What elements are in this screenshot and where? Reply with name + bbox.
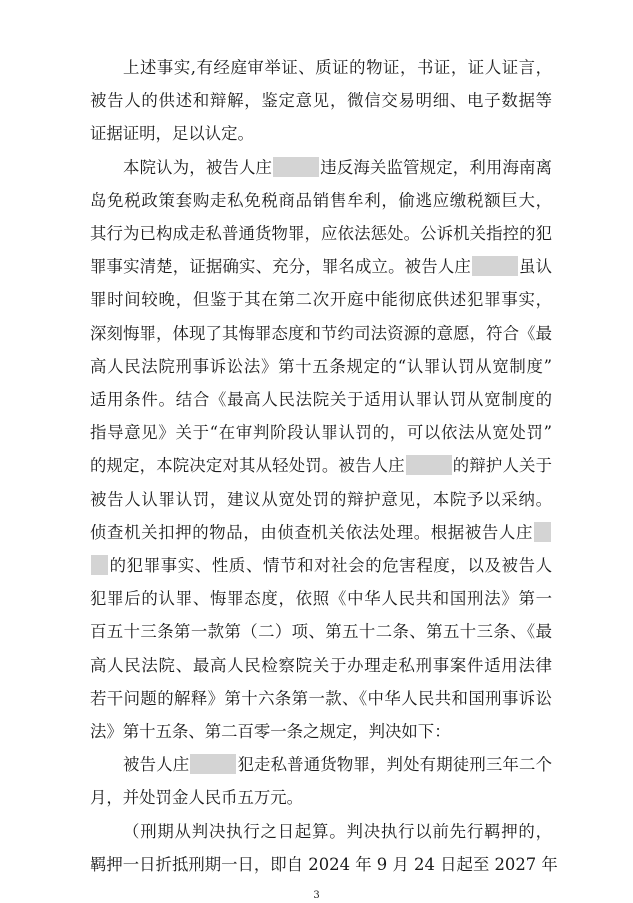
text-line: 高人民法院刑事诉讼法》第十五条规定的“认罪认罚从宽制度” [90,356,552,376]
text-segment: 被告人庄 [123,755,190,775]
text-segment: 的辩护人关于 [452,456,553,476]
text-line: 其行为已构成走私普通货物罪，应依法惩处。公诉机关指控的犯 [90,224,552,243]
text-line: （刑期从判决执行之日起算。判决执行以前先行羁押的， [123,821,552,841]
text-line: 上述事实,有经庭审举证、质证的物证，书证，证人证言， [123,58,552,77]
text-line: 深刻悔罪，体现了其悔罪态度和节约司法资源的意愿，符合《最 [90,323,552,343]
redaction-box [91,555,108,575]
text-line: 适用条件。结合《最高人民法院关于适用认罪认罚从宽制度的 [90,390,552,409]
redaction-box [472,256,518,276]
text-segment: 犯走私普通货物罪，判处有期徒刑三年二个 [237,755,553,775]
text-line: 若干问题的解释》第十六条第一款、《中华人民共和国刑事诉讼 [90,688,552,708]
text-line: 羁押一日折抵刑期一日，即自 2024 年 9 月 24 日起至 2027 年 [90,854,558,874]
text-line: 被告人的供述和辩解，鉴定意见，微信交易明细、电子数据等 [90,91,552,111]
redaction-box [406,455,452,475]
text-line: 岛免税政策套购走私免税商品销售牟利，偷逃应缴税额巨大， [90,190,552,210]
redaction-box [190,754,236,774]
text-line: 月，并处罚金人民币五万元。 [90,788,304,808]
text-line: 百五十三条第一款第（二）项、第五十二条、第五十三条、《最 [90,622,552,642]
text-segment: 违反海关监管规定，利用海南离 [320,157,553,177]
text-segment: 的规定，本院决定对其从轻处罚。被告人庄 [90,456,405,476]
redaction-box [534,522,551,542]
text-segment: 虽认 [518,257,553,277]
text-segment: 侦查机关扣押的物品，由侦查机关依法处理。根据被告人庄 [90,522,533,542]
text-line [90,748,552,782]
page-number: 3 [313,890,320,901]
text-line [90,449,552,483]
text-line: 犯罪后的认罪、悔罪态度，依照《中华人民共和国刑法》第一 [90,589,552,609]
text-line: 指导意见》关于“在审判阶段认罪认罚的，可以依法从宽处罚” [90,423,552,443]
text-segment: 本院认为，被告人庄 [123,157,273,177]
text-line: 高人民法院、最高人民检察院关于办理走私刑事案件适用法律 [90,655,552,675]
text-segment: 罪事实清楚，证据确实、充分，罪名成立。被告人庄 [90,257,471,277]
text-line [90,151,552,185]
text-segment: 的犯罪事实、性质、情节和对社会的危害程度，以及被告人 [109,556,552,575]
text-line [90,549,552,583]
text-line: 法》第十五条、第二百零一条之规定，判决如下： [90,722,451,741]
text-line [90,250,552,284]
text-line: 证据证明，足以认定。 [90,124,254,144]
text-line [90,516,552,550]
text-line: 罪时间较晚，但鉴于其在第二次开庭中能彻底供述犯罪事实， [90,290,552,310]
redaction-box [273,157,319,177]
text-line: 被告人认罪认罚，建议从宽处罚的辩护意见，本院予以采纳。 [90,489,552,509]
